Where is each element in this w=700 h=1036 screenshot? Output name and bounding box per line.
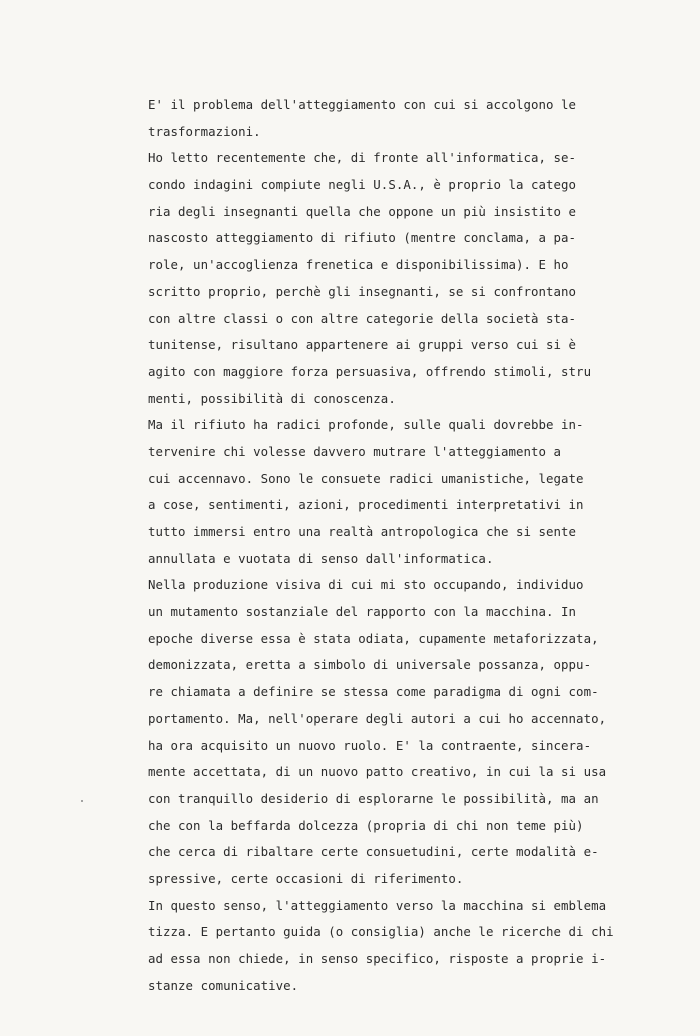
text-line: ad essa non chiede, in senso specifico, risposte a proprie i- (148, 951, 607, 966)
text-line: con altre classi o con altre categorie della società sta- (148, 310, 577, 326)
text-line: tizza. E pertanto guida (o consiglia) anche le ricerche di chi (148, 924, 614, 940)
text-line: ria degli insegnanti quella che oppone un più insistito e (148, 203, 577, 219)
text-line: con tranquillo desiderio di esplorarne le possibilità, ma an (148, 790, 599, 806)
text-line: che cerca di ribaltare certe consuetudini, certe modalità e- (148, 844, 599, 860)
text-line: condo indagini compiute negli U.S.A., è proprio la catego (148, 177, 577, 193)
text-line: mente accettata, di un nuovo patto creativo, in cui la si usa (148, 764, 607, 780)
text-line: role, un'accoglienza frenetica e disponibilissima). E ho (148, 257, 569, 273)
text-line: ha ora acquisito un nuovo ruolo. E' la contraente, sincera- (148, 737, 592, 753)
text-line: nascosto atteggiamento di rifiuto (mentre conclama, a pa- (148, 230, 577, 246)
text-line: scritto proprio, perchè gli insegnanti, se si confrontano (148, 283, 577, 299)
text-line: tervenire chi volesse davvero mutrare l'atteggiamento a (148, 443, 562, 459)
text-line: Nella produzione visiva di cui mi sto occupando, individuo (148, 577, 584, 593)
text-line: a cose, sentimenti, azioni, procedimenti interpretativi in (148, 497, 584, 513)
paper-speck (81, 800, 83, 802)
text-line: stanze comunicative. (148, 977, 299, 993)
text-line: E' il problema dell'atteggiamento con cui si accolgono le (148, 97, 577, 112)
text-line: agito con maggiore forza persuasiva, offrendo stimoli, stru (148, 363, 592, 379)
text-line: Ho letto recentemente che, di fronte all'informatica, se- (148, 150, 577, 166)
text-line: Ma il rifiuto ha radici profonde, sulle quali dovrebbe in- (148, 417, 584, 433)
text-line: re chiamata a definire se stessa come paradigma di ogni com- (148, 684, 599, 700)
text-line: epoche diverse essa è stata odiata, cupamente metaforizzata, (148, 630, 599, 646)
text-line: trasformazioni. (148, 123, 261, 139)
text-line: tutto immersi entro una realtà antropologica che si sente (148, 524, 577, 539)
text-line: che con la beffarda dolcezza (propria di chi non teme più) (148, 817, 584, 833)
text-line: In questo senso, l'atteggiamento verso la macchina si emblema (148, 897, 607, 913)
text-line: cui accennavo. Sono le consuete radici umanistiche, legate (148, 470, 584, 486)
text-line: portamento. Ma, nell'operare degli autori a cui ho accennato, (148, 710, 607, 726)
body-text (148, 92, 618, 999)
text-line: menti, possibilità di conoscenza. (148, 390, 396, 406)
text-line: spressive, certe occasioni di riferimento. (148, 870, 464, 886)
text-line: demonizzata, eretta a simbolo di universale possanza, oppu- (148, 657, 592, 673)
text-line: un mutamento sostanziale del rapporto con la macchina. In (148, 604, 577, 620)
text-line: tunitense, risultano appartenere ai gruppi verso cui si è (148, 337, 577, 353)
text-line: annullata e vuotata di senso dall'informatica. (148, 550, 494, 566)
